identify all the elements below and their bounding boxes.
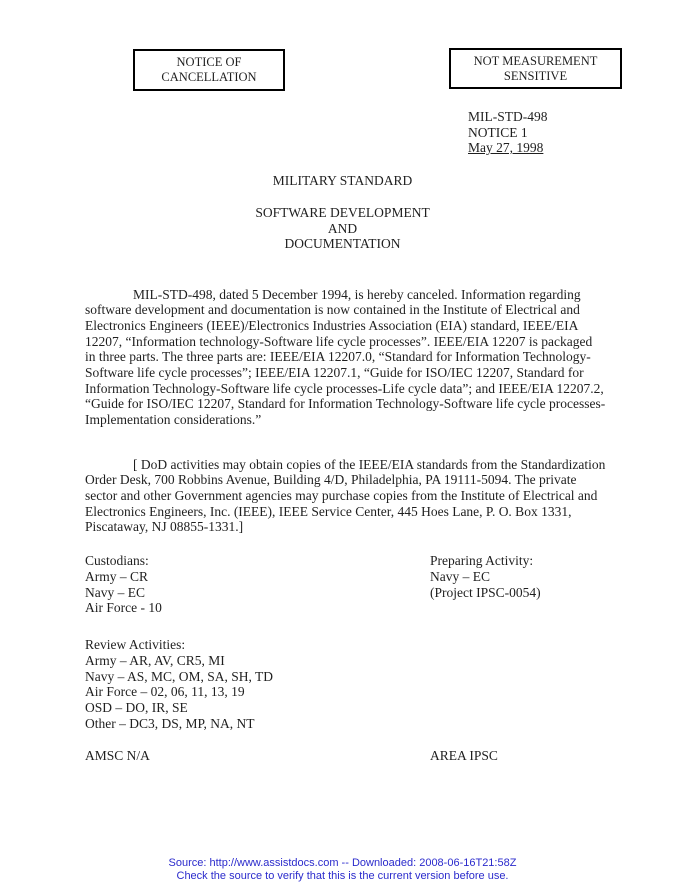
review-activities-block [85, 637, 273, 732]
custodian-item: Navy – EC [85, 584, 145, 600]
notice-of-cancellation-stamp [133, 49, 285, 91]
not-measurement-sensitive-stamp [449, 48, 622, 89]
page-title: MILITARY STANDARD [272, 173, 413, 188]
preparing-activity-item: (Project IPSC-0054) [430, 584, 541, 600]
footer-verify-line: Check the source to verify that this is the current version before use. [176, 869, 509, 882]
review-activity-item: Army – AR, AV, CR5, MI [85, 652, 225, 668]
subtitle-line1: SOFTWARE DEVELOPMENT [255, 205, 430, 220]
document-identifier-block [468, 109, 548, 156]
preparing-activity-block [430, 553, 541, 600]
preparing-activity-heading: Preparing Activity: [430, 553, 534, 568]
review-activity-item: OSD – DO, IR, SE [85, 700, 188, 716]
custodians-heading: Custodians: [85, 553, 149, 568]
amsc-label: AMSC N/A [85, 748, 150, 763]
footer-source-line: Source: http://www.assistdocs.com -- Downloaded: 2008-06-16T21:58Z [168, 857, 517, 869]
subtitle-line3: DOCUMENTATION [284, 236, 401, 252]
subtitle-line2: AND [327, 220, 358, 236]
document-subtitle [0, 205, 685, 252]
custodian-item: Army – CR [85, 568, 149, 584]
stamp-right-line2: SENSITIVE [503, 68, 568, 83]
stamp-right-line1: NOT MEASUREMENT [473, 53, 598, 68]
custodians-block [85, 553, 162, 616]
review-activity-item: Air Force – 02, 06, 11, 13, 19 [85, 684, 245, 700]
availability-paragraph: [ DoD activities may obtain copies of the IEEE/EIA standards from the Standardization Order Desk, 700 Robbins Avenue, Building 4/D, Philadelphia, PA 19111-5094. The private sector and other Government agencies may purchase copies from the Institute of Electrical and Electronics Engineers, Inc. (IEEE), IEEE Service Center, 445 Hoes Lane, P. O. Box 1331, Piscataway, NJ 08855-1331.] [85, 456, 606, 535]
source-footer [0, 857, 685, 882]
review-activity-item: Navy – AS, MC, OM, SA, SH, TD [85, 668, 274, 684]
review-activity-item: Other – DC3, DS, MP, NA, NT [85, 715, 255, 731]
area-label: AREA IPSC [430, 748, 498, 763]
standard-number: MIL-STD-498 [468, 109, 548, 124]
notice-date: May 27, 1998 [468, 140, 544, 156]
stamp-left-line1: NOTICE OF [176, 55, 242, 69]
cancellation-paragraph: MIL-STD-498, dated 5 December 1994, is hereby canceled. Information regarding software development and documentation is now contained in the Institute of Electrical and Electronics Engineers (IEEE)/Electronics Industries Association (EIA) standard, IEEE/EIA 12207, “Information technology-Software life cycle processes”. IEEE/EIA 12207 is packaged in three parts. The three parts are: IEEE/EIA 12207.0, “Standard for Information Technology-Software life cycle processes”; IEEE/EIA 12207.1, “Guide for ISO/IEC 12207, Standard for Information Technology-Software life cycle processes-Life cycle data”; and IEEE/EIA 12207.2, “Guide for ISO/IEC 12207, Standard for Information Technology-Software life cycle processes-Implementation considerations.” [85, 286, 606, 428]
custodian-item: Air Force - 10 [85, 600, 162, 616]
notice-number: NOTICE 1 [468, 124, 528, 140]
preparing-activity-item: Navy – EC [430, 568, 490, 584]
review-activities-heading: Review Activities: [85, 637, 186, 652]
stamp-left-line2: CANCELLATION [161, 70, 257, 84]
